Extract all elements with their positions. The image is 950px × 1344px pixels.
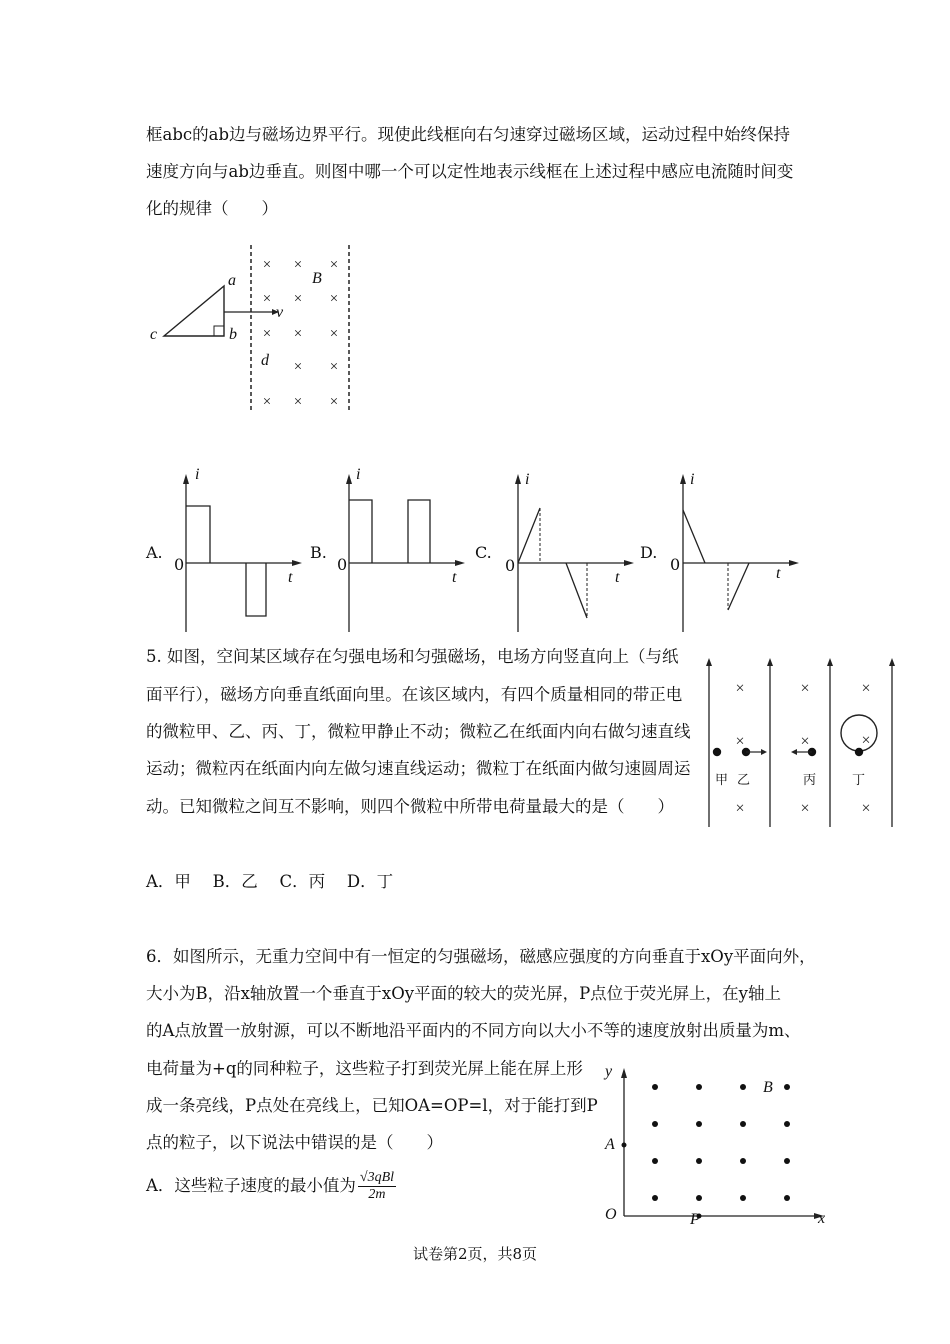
svg-text:×: ×	[800, 733, 810, 750]
label-c: c	[150, 326, 158, 343]
option-d-i-label: i	[690, 471, 695, 488]
option-a-graph	[180, 470, 310, 635]
svg-text:×: ×	[262, 291, 272, 307]
label-a: a	[228, 272, 236, 289]
svg-text:×: ×	[329, 359, 339, 375]
svg-text:×: ×	[293, 257, 303, 273]
option-c-i-label: i	[525, 471, 530, 488]
option-d-letter: D.	[640, 543, 658, 562]
q6-text-line-4: 电荷量为+q的同种粒子，这些粒子打到荧光屏上能在屏上形	[146, 1059, 583, 1078]
origin-O-label: O	[605, 1206, 617, 1223]
particle-jia-label: 甲	[715, 773, 729, 788]
svg-text:×: ×	[293, 359, 303, 375]
page-footer: 试卷第2页，共8页	[412, 1245, 538, 1263]
svg-text:×: ×	[861, 680, 871, 697]
option-a-t-label: t	[288, 569, 293, 586]
q6-text-line-3: 的A点放置一放射源，可以不断地沿平面内的不同方向以大小不等的速度放射出质量为m、	[146, 1021, 801, 1040]
option-a-i-label: i	[195, 466, 200, 483]
option-a-origin: 0	[174, 555, 185, 574]
option-c-letter: C.	[475, 543, 492, 562]
label-d: d	[261, 352, 269, 369]
svg-text:×: ×	[735, 733, 745, 750]
particle-bing-label: 丙	[803, 773, 817, 788]
svg-text:×: ×	[329, 291, 339, 307]
q6-option-a	[146, 1170, 396, 1203]
q6-text-line-5: 成一条亮线，P点处在亮线上，已知OA=OP=l，对于能打到P	[146, 1096, 598, 1115]
fraction-numerator: √3qBl	[359, 1170, 395, 1185]
fraction-denominator: 2m	[368, 1187, 386, 1202]
option-c-graph	[512, 470, 642, 635]
q5-text-line-4: 运动；微粒丙在纸面内向左做匀速直线运动；微粒丁在纸面内做匀速圆周运	[146, 759, 691, 778]
svg-text:×: ×	[861, 800, 871, 817]
q6-option-a-text: A．这些粒子速度的最小值为	[146, 1176, 356, 1195]
q5-text-line-3: 的微粒甲、乙、丙、丁，微粒甲静止不动；微粒乙在纸面内向右做匀速直线	[146, 722, 691, 741]
min-speed-fraction	[358, 1170, 396, 1203]
option-b-t-label: t	[452, 569, 457, 586]
label-b: b	[229, 326, 237, 343]
option-b-i-label: i	[356, 466, 361, 483]
x-axis-label: x	[818, 1210, 826, 1227]
option-d-graph	[677, 470, 807, 635]
svg-text:×: ×	[735, 680, 745, 697]
svg-text:×: ×	[293, 291, 303, 307]
q6-text-line-2: 大小为B，沿x轴放置一个垂直于xOy平面的较大的荧光屏，P点位于荧光屏上，在y轴上	[146, 984, 782, 1003]
q5-text-line-1: 5. 如图，空间某区域存在匀强电场和匀强磁场，电场方向竖直向上（与纸	[146, 647, 679, 666]
svg-text:×: ×	[262, 257, 272, 273]
q6-text-line-6: 点的粒子，以下说法中错误的是（ ）	[146, 1133, 443, 1152]
q5-answer-options: A．甲 B．乙 C．丙 D．丁	[146, 872, 394, 891]
option-d-t-label: t	[776, 565, 781, 582]
svg-text:×: ×	[329, 257, 339, 273]
svg-text:×: ×	[293, 326, 303, 342]
particle-yi-label: 乙	[737, 773, 751, 788]
label-v: v	[276, 304, 284, 321]
option-b-letter: B.	[310, 543, 327, 562]
q5-field-figure	[700, 655, 900, 830]
option-c-origin: 0	[505, 556, 516, 575]
point-A-label: A	[605, 1136, 615, 1153]
svg-text:×: ×	[293, 394, 303, 410]
q4-field-figure	[140, 240, 370, 415]
option-b-origin: 0	[337, 555, 348, 574]
point-B-label: B	[763, 1079, 773, 1096]
q6-coordinate-figure	[610, 1062, 840, 1227]
svg-text:×: ×	[262, 394, 272, 410]
q6-text-line-1: 6．如图所示，无重力空间中有一恒定的匀强磁场，磁感应强度的方向垂直于xOy平面向外，	[146, 947, 816, 966]
svg-text:×: ×	[262, 326, 272, 342]
svg-text:×: ×	[329, 326, 339, 342]
svg-text:×: ×	[735, 800, 745, 817]
option-b-graph	[343, 470, 473, 635]
q4-text-line-2: 速度方向与ab边垂直。则图中哪一个可以定性地表示线框在上述过程中感应电流随时间变	[146, 162, 794, 181]
q4-text-line-1: 框abc的ab边与磁场边界平行。现使此线框向右匀速穿过磁场区域，运动过程中始终保持	[146, 125, 791, 144]
option-d-origin: 0	[670, 555, 681, 574]
point-P-label: P	[690, 1211, 700, 1228]
option-a-letter: A.	[146, 543, 163, 562]
particle-ding-label: 丁	[852, 773, 866, 788]
q5-text-line-5: 动。已知微粒之间互不影响，则四个微粒中所带电荷量最大的是（ ）	[146, 797, 674, 816]
q5-text-line-2: 面平行），磁场方向垂直纸面向里。在该区域内，有四个质量相同的带正电	[146, 685, 683, 704]
svg-text:×: ×	[800, 800, 810, 817]
y-axis-label: y	[605, 1063, 613, 1080]
option-c-t-label: t	[615, 569, 620, 586]
q4-text-line-3: 化的规律（ ）	[146, 199, 278, 218]
svg-text:×: ×	[861, 732, 871, 749]
svg-text:×: ×	[800, 680, 810, 697]
svg-text:×: ×	[329, 394, 339, 410]
label-B: B	[312, 270, 322, 287]
